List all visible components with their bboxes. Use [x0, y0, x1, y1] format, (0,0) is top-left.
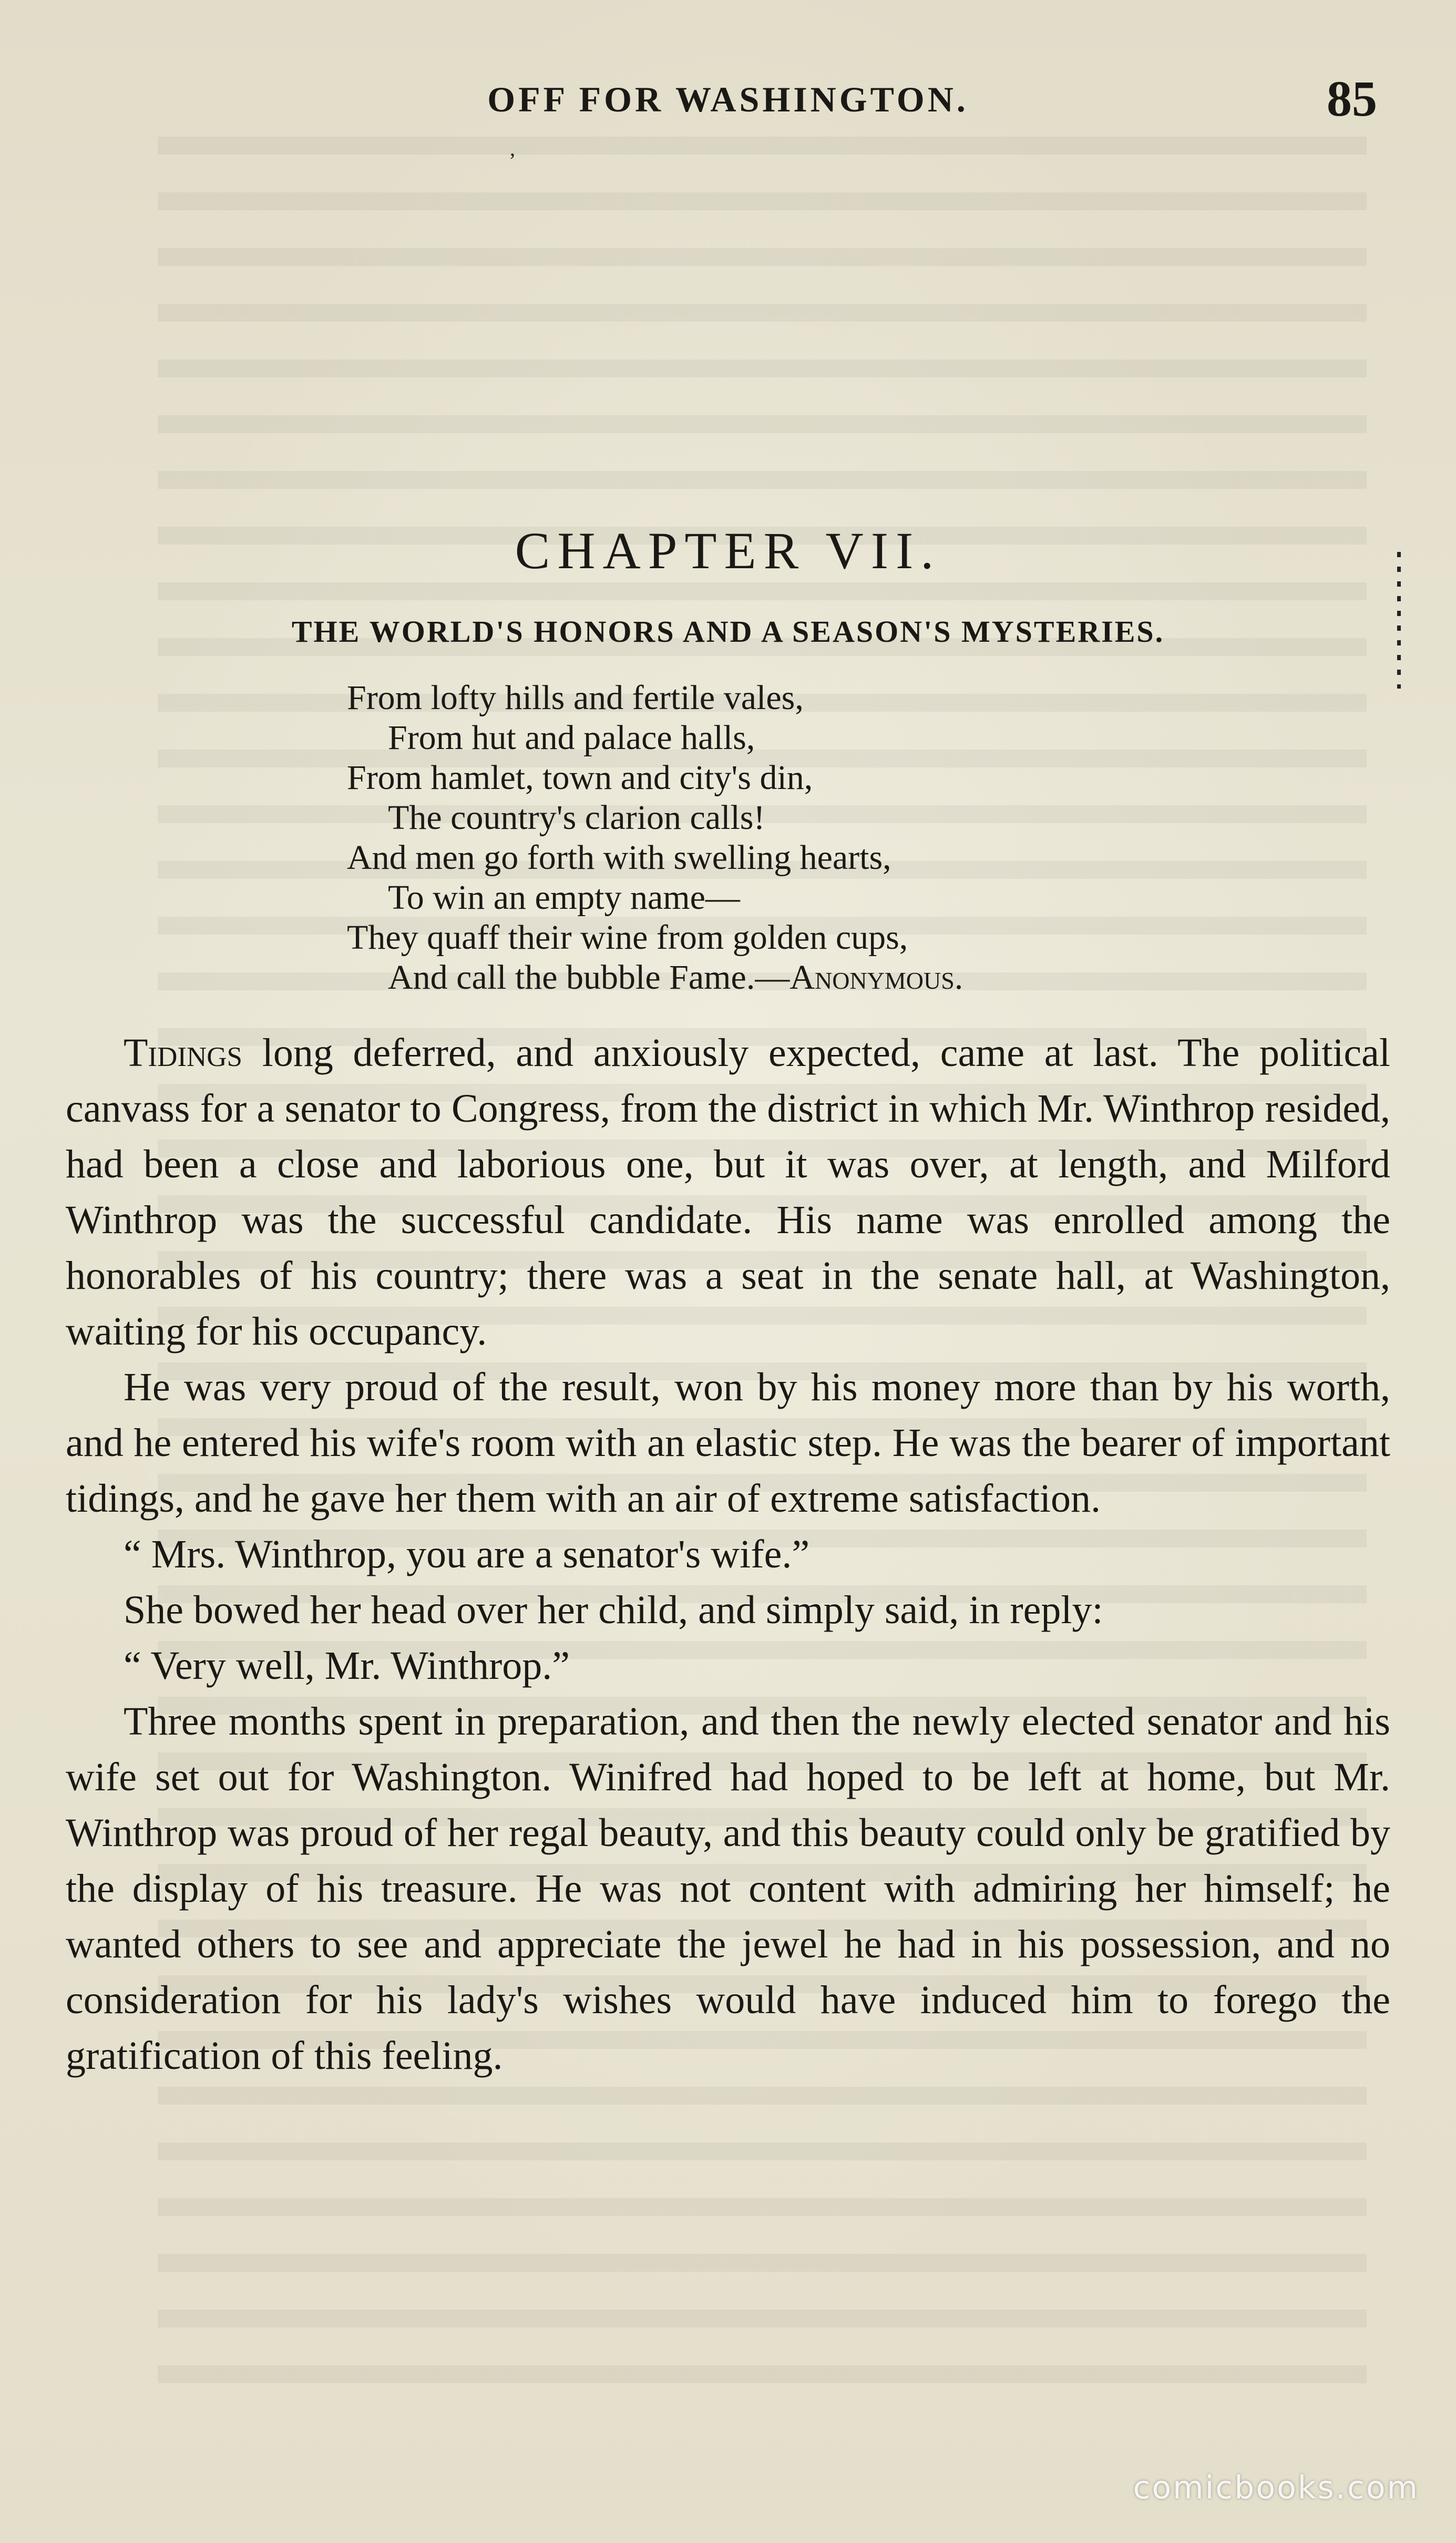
paragraph: Three months spent in preparation, and then the newly elected senator and his wife set out for Washington. Winifred had hoped to be left at home, but Mr. Winthrop was proud of her regal beauty, and this beauty could only be gratified by the display of his treasure. He was not content with admiring her himself; he wanted others to see and appreciate the jewel he had in his possession, and no consideration for his lady's wishes would have induced him to forego the gratification of this feeling.: [66, 1699, 1390, 2078]
running-header: OFF FOR WASHINGTON.: [487, 79, 969, 119]
paragraph-lead-word: Tidings: [124, 1031, 243, 1075]
epigraph-line: From lofty hills and fertile vales,: [347, 679, 804, 717]
page-number: 85: [1327, 70, 1377, 127]
epigraph-line: The country's clarion calls!: [388, 798, 765, 837]
chapter-subtitle: THE WORLD'S HONORS AND A SEASON'S MYSTERIES.: [291, 614, 1165, 649]
epigraph: [347, 678, 1346, 998]
paragraph: “ Mrs. Winthrop, you are a senator's wife.”: [124, 1532, 810, 1576]
epigraph-line: They quaff their wine from golden cups,: [347, 918, 908, 957]
body-text: [66, 1025, 1390, 2084]
epigraph-line: To win an empty name—: [388, 878, 740, 917]
print-speck: ʼ: [509, 149, 516, 172]
paragraph-text: long deferred, and anxiously expected, came at last. The political canvass for a senator to Congress, from the district in which Mr. Winthrop resided, had been a close and laborious one, but it was over, at length, and Milford Winthrop was the successful candidate. His name was enrolled among the honorables of his country; there was a seat in the senate hall, at Washington, waiting for his occupancy.: [66, 1031, 1390, 1353]
epigraph-line-last: [347, 958, 1346, 998]
chapter-title: CHAPTER VII.: [515, 521, 941, 580]
paragraph: She bowed her head over her child, and simply said, in reply:: [124, 1588, 1103, 1632]
paragraph: “ Very well, Mr. Winthrop.”: [124, 1644, 570, 1688]
epigraph-line: And call the bubble Fame.—: [388, 958, 790, 997]
epigraph-line: From hamlet, town and city's din,: [347, 758, 813, 797]
epigraph-line: From hut and palace halls,: [388, 719, 755, 757]
paragraph: He was very proud of the result, won by his money more than by his worth, and he entered his wife's room with an elastic step. He was the bearer of important tidings, and he gave her them with an air of extreme satisfaction.: [66, 1365, 1390, 1521]
watermark: comicbooks.com: [1133, 2469, 1419, 2506]
paragraph: [66, 1025, 1390, 1359]
epigraph-attribution: Anonymous.: [789, 958, 963, 997]
epigraph-line: And men go forth with swelling hearts,: [347, 838, 891, 877]
